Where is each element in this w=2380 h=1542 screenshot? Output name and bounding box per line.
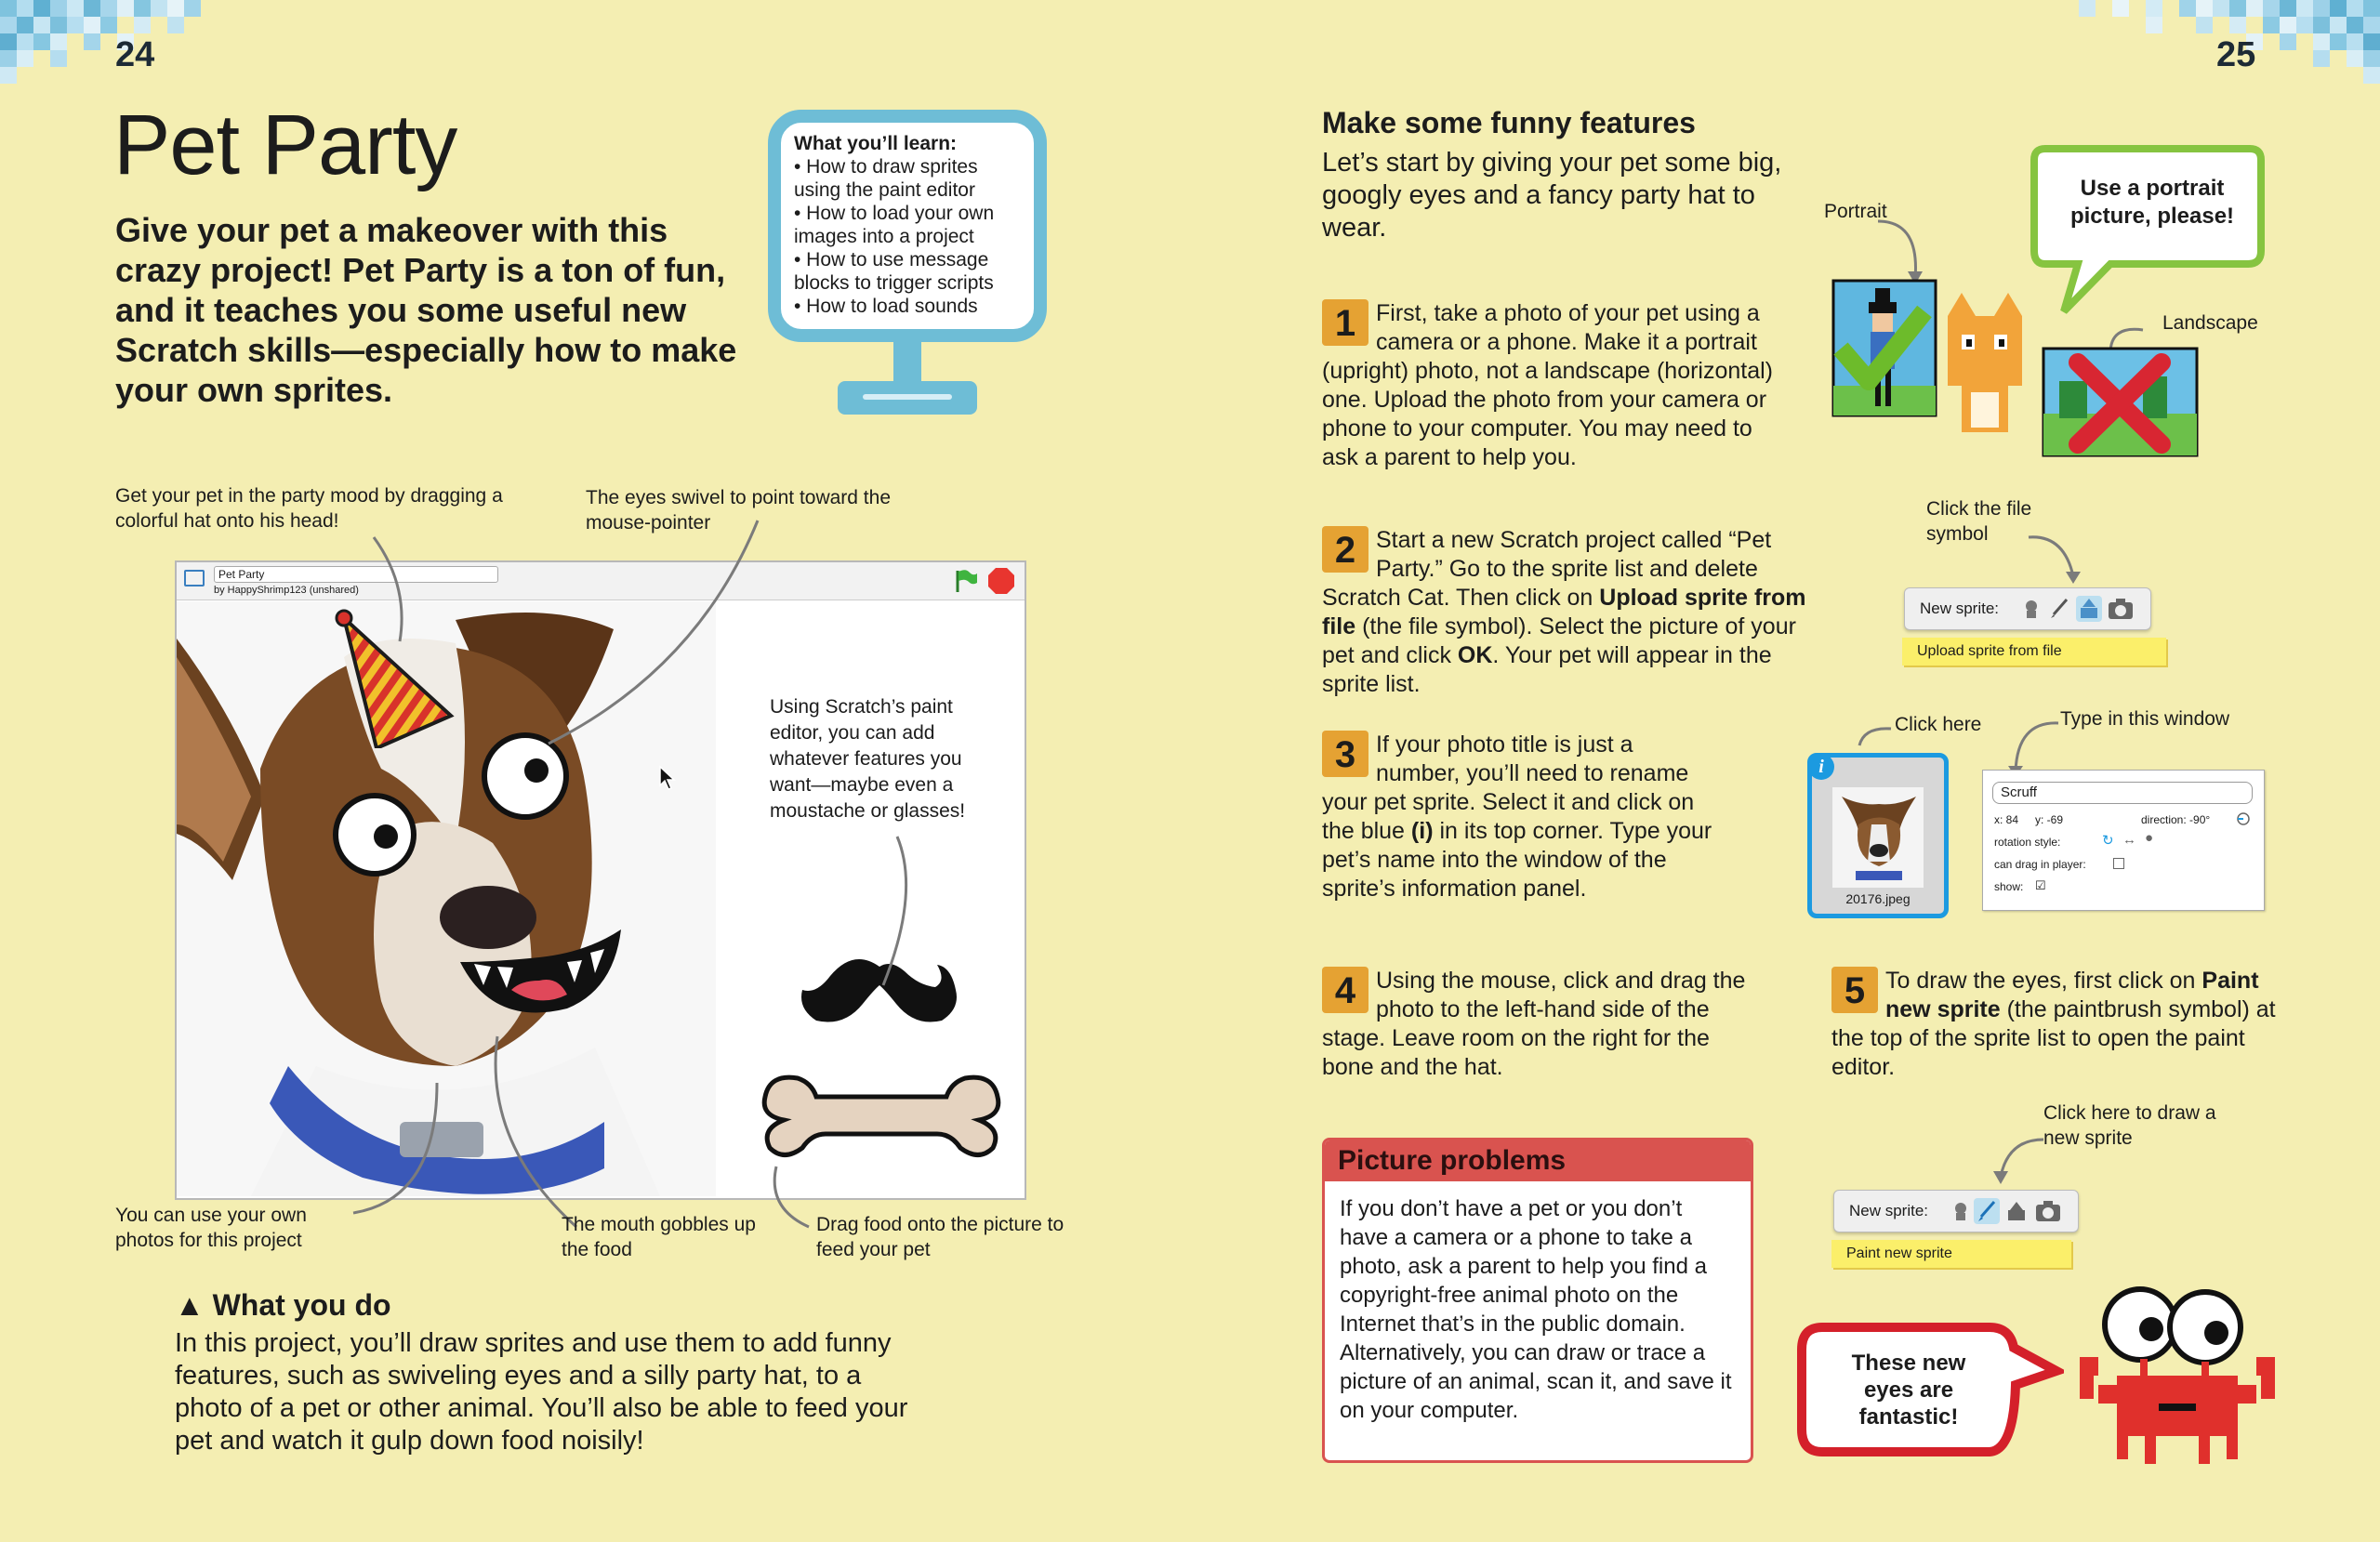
sprite-library-icon[interactable] (2020, 598, 2043, 620)
step-4 (1322, 967, 1759, 1082)
learn-item: • How to use message blocks to trigger scripts (794, 249, 994, 294)
step-text: If your photo title is just a number, you’ll need to rename your pet sprite. Select it and click on the blue (1322, 731, 1695, 844)
portrait-label: Portrait (1824, 201, 1887, 222)
portrait-bubble-shape (2027, 139, 2268, 325)
step-number: 4 (1322, 967, 1368, 1013)
step-number: 5 (1831, 967, 1878, 1013)
sprite-direction: direction: -90° (2141, 813, 2211, 826)
portrait-bubble: Use a portrait picture, please! (2069, 176, 2235, 229)
sprite-thumbnail-name: 20176.jpeg (1845, 891, 1911, 906)
click-here-label: Click here (1895, 714, 1982, 735)
learn-item: • How to load your own images into a project (794, 203, 995, 247)
new-sprite-label: New sprite: (1849, 1202, 1929, 1219)
project-title-input[interactable]: Pet Party (214, 566, 498, 583)
learn-item: • How to load sounds (794, 296, 978, 317)
info-i-icon[interactable]: i (1808, 754, 1834, 780)
sprite-thumbnail[interactable] (1807, 753, 1949, 918)
annotation-eyes: The eyes swivel to point toward the mouse-pointer (586, 487, 892, 534)
step-text: First, take a photo of your pet using a camera or a phone. Make it a portrait (upright) photo, not a landscape (horizontal) one. Upload the photo from your camera or phone to your computer. You may need to ask a parent to help you. (1322, 300, 1774, 470)
sprite-library-icon[interactable] (1950, 1200, 1972, 1222)
new-sprite-label: New sprite: (1920, 600, 2000, 617)
annotation-leaders (0, 0, 1116, 1301)
rotate-icon[interactable]: ↻ (2102, 833, 2114, 849)
upload-file-icon[interactable] (2076, 596, 2102, 622)
left-right-icon[interactable]: ↔ (2122, 832, 2136, 848)
paintbrush-icon[interactable] (2048, 598, 2070, 620)
drag-checkbox[interactable] (2113, 858, 2124, 869)
show-label: show: (1994, 880, 2024, 893)
picture-problems-text: If you don’t have a pet or you don’t have a camera or a phone to take a photo, ask a parent to help you find a copyright-free animal photo on the Internet that’s in the public domain. Alternatively, you can draw or trace a picture of an animal, scan it, and save it on your computer. (1340, 1196, 1732, 1423)
what-you-do-heading: ▲ What you do (175, 1288, 391, 1322)
page-number-right: 25 (2216, 35, 2256, 74)
step-bold: (i) (1410, 818, 1434, 844)
step-5 (1831, 967, 2287, 1082)
sprite-x: x: 84 (1994, 813, 2019, 826)
draw-new-leader (1980, 1134, 2055, 1190)
step-text: Using the mouse, click and drag the photo to the left-hand side of the stage. Leave room on the right for the bone and the hat. (1322, 968, 1746, 1080)
sprite-info-panel (1982, 770, 2265, 911)
intro-text: Give your pet a makeover with this crazy project! Pet Party is a ton of fun, and it teaches you some useful new Scratch skills—especially how to make your own sprites. (115, 211, 737, 409)
picture-problems-heading: Picture problems (1325, 1140, 1751, 1181)
section-heading: Make some funny features (1322, 106, 1696, 139)
annotation-paint-editor: Using Scratch’s paint editor, you can add whatever features you want—maybe even a moustache or glasses! (770, 696, 966, 822)
learn-heading: What you’ll learn: (794, 133, 958, 154)
annotation-photos: You can use your own photos for this project (115, 1205, 307, 1251)
crab-character (2075, 1283, 2280, 1469)
step-text: (the file symbol). Select the picture of your pet and click (1322, 613, 1796, 668)
no-rotate-icon[interactable]: ● (2145, 830, 2154, 846)
sprite-name-input[interactable]: Scruff (1992, 782, 2253, 804)
annotation-food: Drag food onto the picture to feed your pet (816, 1214, 1064, 1260)
camera-icon[interactable] (2035, 1200, 2061, 1222)
learn-item: • How to draw sprites using the paint editor (794, 156, 978, 201)
step-3 (1322, 731, 1722, 903)
step-number: 2 (1322, 526, 1368, 573)
page-number-left: 24 (115, 35, 155, 74)
pixel-border-right (2008, 0, 2380, 84)
paintbrush-icon[interactable] (1974, 1198, 2000, 1224)
step-text: in its top corner. Type your pet’s name into the window of the sprite’s information panel. (1322, 818, 1712, 902)
step-number: 1 (1322, 299, 1368, 346)
what-you-do-text: In this project, you’ll draw sprites and use them to add funny features, such as swiveling eyes and a silly party hat, to a photo of a pet or other animal. You’ll also be able to feed your pet and watch it gulp down food noisily! (175, 1328, 908, 1456)
annotation-mouth: The mouth gobbles up the food (562, 1214, 756, 1260)
sprite-y: y: -69 (2035, 813, 2064, 826)
section-intro: Let’s start by giving your pet some big, googly eyes and a fancy party hat to wear. (1322, 148, 1782, 243)
paint-tooltip: Paint new sprite (1831, 1240, 2071, 1268)
step-1 (1322, 299, 1787, 472)
camera-icon[interactable] (2108, 598, 2134, 620)
step-text: To draw the eyes, first click on (1885, 968, 2202, 994)
crab-bubble: These new eyes are fantastic! (1851, 1351, 1966, 1430)
step-text: (the paintbrush symbol) at the top of the sprite list to open the paint editor. (1831, 996, 2276, 1080)
upload-file-icon[interactable] (2005, 1200, 2028, 1222)
step-bold: Upload sprite from file (1322, 585, 1806, 639)
rotation-style-label: rotation style: (1994, 836, 2061, 849)
step-number: 3 (1322, 731, 1368, 777)
draw-new-sprite-label: Click here to draw a new sprite (2043, 1102, 2216, 1149)
sprite-thumbnail-image (1832, 787, 1924, 888)
file-symbol-label: Click the file symbol (1926, 498, 2032, 545)
step-bold: OK (1457, 642, 1493, 668)
step-bold: Paint new sprite (1885, 968, 2259, 1022)
step-text: Start a new Scratch project called “Pet Party.” Go to the sprite list and delete Scratch Cat. Then click on (1322, 527, 1772, 611)
picture-problems-panel (1322, 1138, 1753, 1463)
show-checkbox[interactable]: ☑ (2035, 878, 2046, 892)
drag-label: can drag in player: (1994, 858, 2086, 871)
file-symbol-leader (2027, 530, 2101, 586)
step-2 (1322, 526, 1824, 699)
project-author: by HappyShrimp123 (unshared) (214, 585, 359, 596)
upload-tooltip: Upload sprite from file (1902, 638, 2166, 666)
direction-dial-icon[interactable] (2236, 811, 2251, 826)
new-sprite-bar-upload (1904, 587, 2151, 630)
landscape-label: Landscape (2162, 312, 2258, 334)
step-text: . Your pet will appear in the sprite list. (1322, 642, 1772, 697)
new-sprite-bar-paint (1833, 1190, 2079, 1232)
page-title: Pet Party (113, 98, 457, 192)
type-window-label: Type in this window (2060, 708, 2230, 730)
annotation-hat: Get your pet in the party mood by dragging a colorful hat onto his head! (115, 485, 503, 532)
